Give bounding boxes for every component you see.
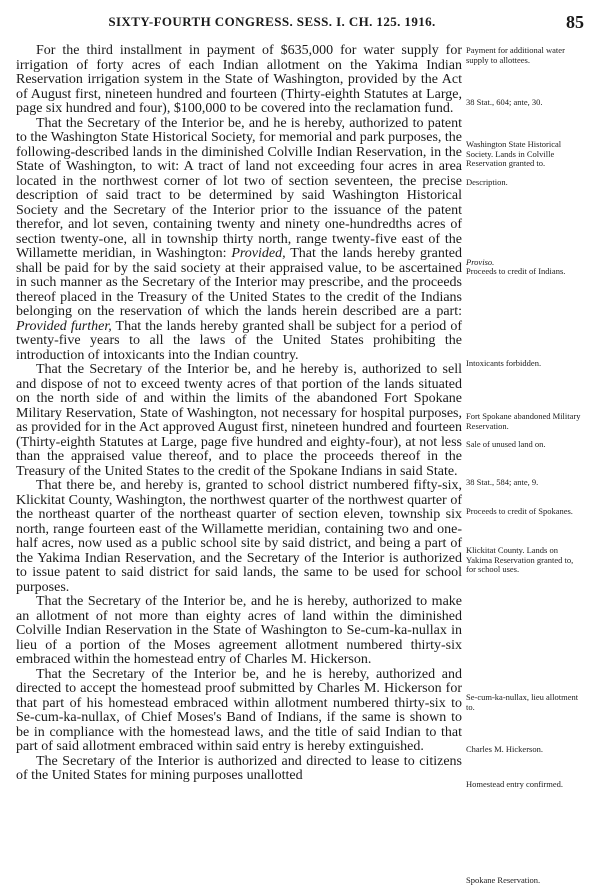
paragraph-homestead: That the Secretary of the Interior be, and he is hereby, authorized and directed to accept the homestead proof submitted by Charles M. Hickerson for that part of his homestead embraced within allotment numbered thirty-six to Se-cum-ka-nullax, of Chief Moses's Band of Indians, if the same is shown to be in compliance with the homestead laws, and the title of said Indian to that part of said allotment embraced within said entry is hereby extinguished. — [16, 666, 462, 754]
margin-note: Charles M. Hickerson. — [466, 744, 543, 754]
paragraph-segment: That the lands hereby granted shall be subject for a period of twenty-five years to all the laws of the United States prohibiting the introduction of intoxicants into the Indian country. — [16, 318, 463, 363]
margin-note: 38 Stat., 604; ante, 30. — [466, 97, 543, 107]
margin-note: Sale of unused land on. — [466, 439, 546, 449]
paragraph-klickitat-school: That there be, and hereby is, granted to school district numbered fifty-six, Klickitat County, Washington, the northwest quarter of the northwest quarter of the northeast quarter of the northeast quarter of section eleven, township six north, range fourteen east of the Willamette meridian, containing two and one-half acres, now used as a public school site by said district, and being a part of the Yakima Indian Reservation, and the Secretary of the Interior is authorized to issue patent to said district for said lands, the same to be used for school purposes. — [16, 478, 462, 595]
margin-note: Description. — [466, 177, 508, 187]
margin-note: Payment for additional water supply to allottees. — [466, 45, 565, 65]
main-text-column — [16, 44, 462, 784]
proviso-label: Provided, — [231, 246, 286, 261]
margin-note: Homestead entry confirmed. — [466, 779, 564, 789]
margin-note: 38 Stat., 584; ante, 9. — [466, 477, 539, 487]
margin-notes — [466, 0, 584, 892]
proviso-further-label: Provided further, — [16, 318, 112, 334]
paragraph-segment: That the Secretary of the Interior be, and he is hereby, authorized to patent to the Washington State Historical Society, for memorial and park purposes, the following-described lands in the diminished Colville Indian Reservation, in the State of Washington, to wit: A tract of land not exceeding four acres in area located in the northwest corner of lot two of section seventeen, the precise description of said tract to be determined by said Washington Historical Society and the Secretary of the Interior prior to the issuance of the patent therefor, and lot seven, containing twenty and ninety one-hundredths acres of section twenty-one, all in township thirty north, range twenty-five east of the Willamette meridian, in Washington: — [16, 115, 462, 261]
running-title: SIXTY-FOURTH CONGRESS. SESS. I. CH. 125. 1916. — [108, 14, 436, 29]
margin-note: Intoxicants forbidden. — [466, 358, 542, 368]
margin-note: Proviso. — [466, 257, 495, 267]
margin-note: Fort Spokane abandoned Military Reservation. — [466, 411, 581, 431]
paragraph-segment: That the lands hereby granted shall be paid for by the said society at their appraised value, to be ascertained in such manner as the Secretary of the Interior may prescribe, and the proceeds thereof placed in the Treasury of the United States to the credit of the Indians belonging on the reservation of which the lands herein described are a part: — [16, 246, 462, 319]
margin-note: Spokane Reservation. — [466, 875, 541, 885]
margin-note: Se-cum-ka-nullax, lieu allotment to. — [466, 692, 579, 712]
paragraph-historical-society — [16, 117, 462, 364]
margin-note: Washington State Historical Society. Lands in Colville Reservation granted to. — [466, 139, 562, 168]
margin-note: Klickitat County. Lands on Yakima Reservation granted to, for school uses. — [466, 545, 574, 574]
paragraph-spokane-lease: The Secretary of the Interior is authorized and directed to lease to citizens of the United States for mining purposes unallotted — [16, 753, 462, 783]
page-number: 85 — [566, 12, 584, 32]
paragraph-water-supply: For the third installment in payment of $635,000 for water supply for irrigation of forty acres of each Indian allotment on the Yakima Indian Reservation irrigation system in the State of Washington, provided by the Act of August first, nineteen hundred and fourteen (Thirty-eighth Statutes at Large, page six hundred and four), $100,000 to be covered into the reclamation fund. — [16, 43, 462, 116]
paragraph-allotment: That the Secretary of the Interior be, and he is hereby, authorized to make an allotment of not more than eighty acres of land within the diminished Colville Indian Reservation in the State of Washington to Se-cum-ka-nullax in lieu of a portion of the Moses agreement allotment numbered thirty-six embraced within the homestead entry of Charles M. Hickerson. — [16, 594, 462, 667]
margin-note: Proceeds to credit of Indians. — [466, 266, 566, 276]
margin-note: Proceeds to credit of Spokanes. — [466, 506, 573, 516]
paragraph-fort-spokane: That the Secretary of the Interior be, and he hereby is, authorized to sell and dispose of not to exceed twenty acres of that portion of the lands situated on the north side of and within the limits of the abandoned Fort Spokane Military Reservation, State of Washington, not necessary for hospital purposes, as provided for in the Act approved August first, nineteen hundred and fourteen (Thirty-eighth Statutes at Large, page five hundred and eighty-four), at not less than the appraised value thereof, and to place the proceeds thereof in the Treasury of the United States to the credit of the Spokane Indians in said State. — [16, 362, 462, 479]
